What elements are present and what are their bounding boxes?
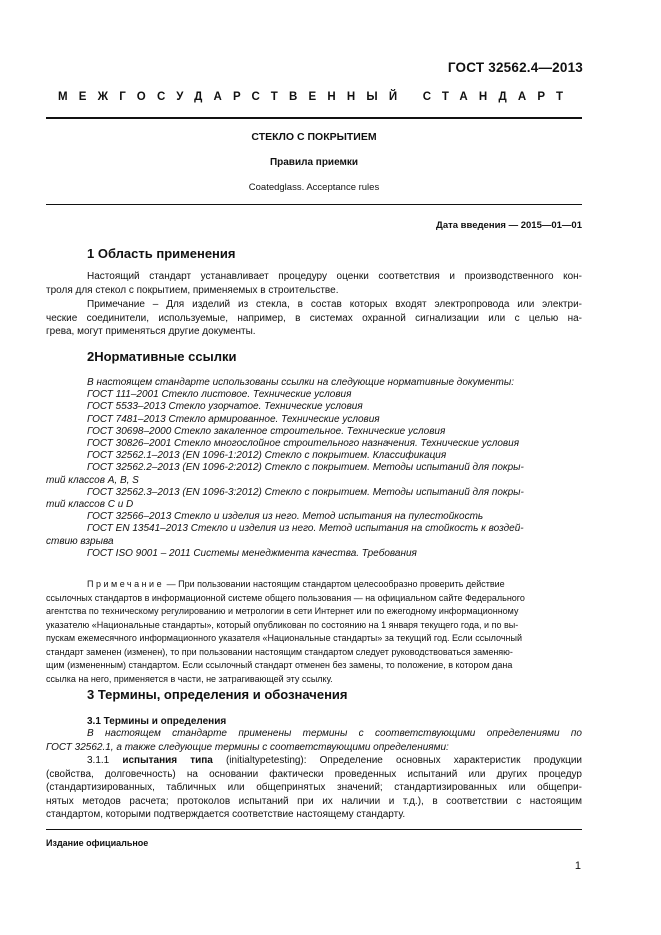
reference-line: тий классов A, B, S	[46, 474, 139, 486]
paragraph-line: В настоящем стандарте применены термины с соответствующими определениями по	[87, 728, 582, 739]
title-rule	[46, 204, 582, 205]
section-1-heading: 1 Область применения	[87, 246, 236, 261]
paragraph-line: (стандартизированных, табличных или общепринятых значений; стандартизированных или общепри-	[46, 782, 582, 793]
reference-line: ствию взрыва	[46, 535, 114, 547]
note-label: Примечание	[87, 579, 165, 589]
note-line: Примечание — При пользовании настоящим стандартом целесообразно проверить действие	[87, 579, 505, 589]
interstate-standard-banner: МЕЖГОСУДАРСТВЕННЫЙ СТАНДАРТ	[58, 91, 575, 103]
paragraph-line: Примечание – Для изделий из стекла, в состав которых входят электропровода или электри-	[87, 299, 582, 310]
note-line: ссылка на него, применяется в части, не затрагивающей эту ссылку.	[46, 673, 333, 684]
paragraph-line: (свойства, долговечность) на основании фактически проведенных испытаний или других процедур	[46, 768, 582, 780]
page-number: 1	[574, 860, 581, 872]
section-2-heading: 2Нормативные ссылки	[87, 349, 237, 364]
term-english: (initialtypetesting):	[225, 755, 307, 766]
reference-line: ГОСТ 111–2001 Стекло листовое. Технические условия	[87, 389, 352, 401]
section-3-intro	[46, 727, 582, 754]
note-line: стандарт заменен (изменен), то при пользовании настоящим стандартом следует руководствоваться заменяю-	[46, 646, 513, 657]
section-3-heading: 3 Термины, определения и обозначения	[87, 687, 348, 702]
footer-rule	[46, 829, 582, 830]
paragraph-line: нятых методов расчета; протоколов испытаний при их наличии и т.д.), в соответствии с настоящим	[46, 795, 582, 807]
paragraph-line: 3.1.1 испытания типа (initialtypetesting): Определение основных характеристик продукции	[87, 755, 583, 766]
reference-line: ГОСТ 32562.3–2013 (EN 1096-3:2012) Стекло с покрытием. Методы испытаний для покры-	[87, 486, 524, 498]
official-edition-label: Издание официальное	[46, 838, 149, 848]
term-name: испытания типа	[122, 755, 213, 766]
reference-line: ГОСТ EN 13541–2013 Стекло и изделия из него. Метод испытания на стойкость к воздей-	[87, 523, 524, 535]
reference-line: ГОСТ 7481–2013 Стекло армированное. Технические условия	[87, 413, 380, 425]
note-line: указателю «Национальные стандарты», который опубликован по состоянию на 1 января текущего года, и по вы-	[46, 619, 519, 630]
term-number: 3.1.1	[87, 755, 110, 766]
paragraph-line: Настоящий стандарт устанавливает процедуру оценки соответствия и производственного кон-	[87, 271, 582, 282]
document-code: ГОСТ 32562.4—2013	[447, 60, 583, 75]
note-line: агентства по техническому регулированию и метрологии в сети Интернет или по ежегодному информационному	[46, 606, 519, 616]
note-line: щим (измененным) стандартом. Если ссылочный стандарт отменен без замены, то положение, в котором дана	[46, 660, 513, 670]
reference-line: ГОСТ 30698–2000 Стекло закаленное строительное. Технические условия	[87, 425, 446, 437]
section-1-paragraph	[46, 270, 582, 297]
reference-line: ГОСТ 32562.2–2013 (EN 1096-2:2012) Стекло с покрытием. Методы испытаний для покры-	[87, 462, 524, 474]
note-line: пускам ежемесячного информационного указателя «Национальные стандарты» за текущий год. Если ссылочный	[46, 633, 522, 643]
introduction-date: Дата введения — 2015—01—01	[436, 220, 582, 231]
document-subtitle: Правила приемки	[269, 157, 359, 168]
document-english-title: Coatedglass. Acceptance rules	[248, 182, 380, 193]
reference-line: тий классов C и D	[46, 499, 134, 511]
section-3-1-heading: 3.1 Термины и определения	[87, 716, 227, 727]
paragraph-line: стандартом, которыми подтверждается соответствие настоящему стандарту.	[46, 809, 406, 820]
paragraph-line: грева, могут применяться другие документы.	[46, 326, 256, 337]
reference-line: ГОСТ 32562.1–2013 (EN 1096-1:2012) Стекло с покрытием. Классификация	[87, 450, 447, 462]
reference-line: ГОСТ 30826–2001 Стекло многослойное строительного назначения. Технические условия	[87, 438, 520, 450]
paragraph-line: троля для стекол с покрытием, применяемых в строительстве.	[46, 284, 339, 296]
reference-line: ГОСТ 5533–2013 Стекло узорчатое. Технические условия	[87, 401, 363, 413]
term-definition	[46, 754, 582, 822]
reference-line: ГОСТ ISO 9001 – 2011 Системы менеджмента качества. Требования	[87, 547, 417, 559]
section-2-note	[46, 578, 582, 686]
reference-line: В настоящем стандарте использованы ссылки на следующие нормативные документы:	[87, 377, 514, 388]
paragraph-line: ческие соединители, используемые, например, в системах охранной сигнализации или с целью на-	[46, 312, 582, 324]
section-1-note	[46, 298, 582, 339]
reference-line: ГОСТ 32566–2013 Стекло и изделия из него. Метод испытания на пулестойкость	[87, 511, 484, 523]
normative-references-list	[46, 377, 582, 560]
document-title: СТЕКЛО С ПОКРЫТИЕМ	[251, 131, 377, 143]
paragraph-line: ГОСТ 32562.1, а также следующие термины с соответствующими определениями:	[46, 741, 449, 753]
header-rule	[46, 117, 582, 119]
note-line: ссылочных стандартов в информационной системе общего пользования — на официальном сайте Федерального	[46, 592, 525, 603]
